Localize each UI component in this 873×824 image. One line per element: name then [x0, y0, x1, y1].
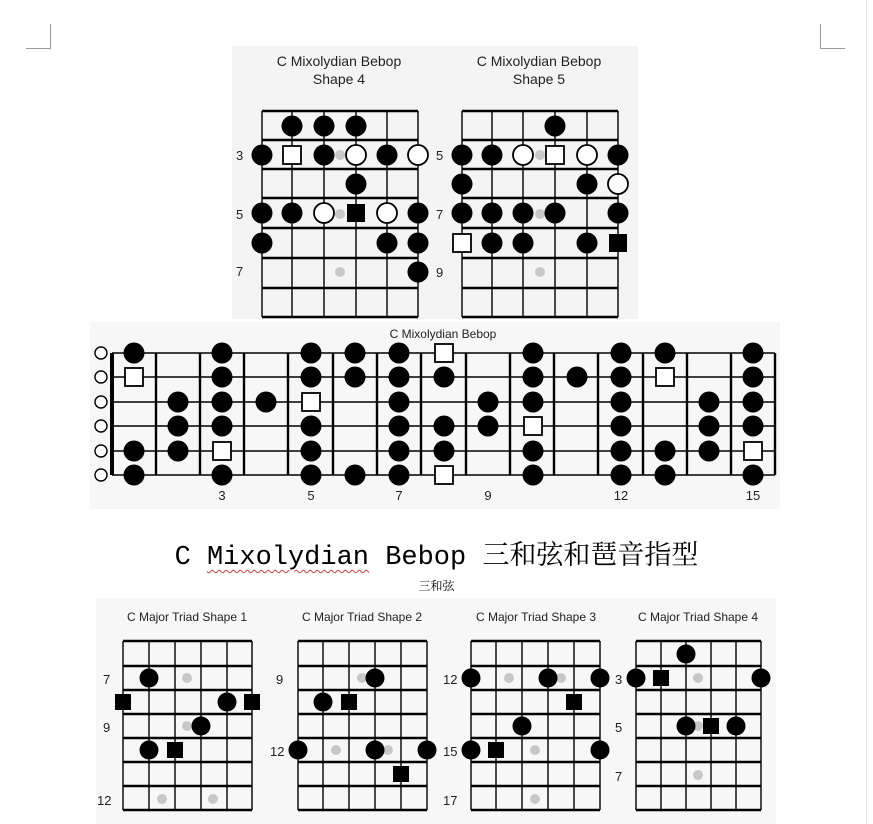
shape4-note-dot [408, 262, 429, 283]
triad1-note-dot [218, 693, 237, 712]
triad1-fret-marker [182, 673, 192, 683]
neck-note-dot [124, 343, 145, 364]
shape5-note-dot [577, 233, 598, 254]
shape5-note-open-circle [608, 174, 628, 194]
full-neck-title: C Mixolydian Bebop [389, 327, 497, 341]
neck-note-dot [655, 441, 676, 462]
triad1-root-square-filled [167, 742, 183, 758]
neck-open-string-marker [95, 371, 107, 383]
neck-note-dot [699, 441, 720, 462]
triad4-root-square-filled [653, 670, 669, 686]
shape5-note-dot [545, 203, 566, 224]
shape5-root-square-filled [609, 234, 627, 252]
neck-root-square-open [435, 344, 453, 362]
shape4-note-dot [346, 116, 367, 137]
shape5-fret-label-9: 9 [436, 265, 444, 280]
triad4-note-dot [627, 669, 646, 688]
shape4-title-line2: Shape 4 [312, 71, 366, 87]
heading-spellcheck-word[interactable]: Mixolydian [206, 543, 369, 573]
triad4-note-dot [677, 645, 696, 664]
neck-note-dot [124, 465, 145, 486]
neck-note-dot [434, 416, 455, 437]
section-subheading: 三和弦 [418, 579, 455, 593]
neck-note-dot [743, 465, 764, 486]
neck-note-dot [168, 392, 189, 413]
neck-note-dot [168, 416, 189, 437]
shape5-note-open-circle [513, 145, 533, 165]
neck-note-dot [743, 367, 764, 388]
neck-note-dot [611, 441, 632, 462]
neck-note-dot [389, 343, 410, 364]
shape4-note-open-circle [346, 145, 366, 165]
neck-open-string-marker [95, 420, 107, 432]
neck-note-dot [256, 392, 277, 413]
triad3-note-dot [513, 717, 532, 736]
triad3-note-dot [591, 741, 610, 760]
shape5-note-dot [577, 174, 598, 195]
triad4-fret-label-5: 5 [615, 720, 623, 735]
triad2-fret-label-9: 9 [276, 672, 284, 687]
shape5-fret-label-7: 7 [436, 207, 444, 222]
neck-open-string-marker [95, 396, 107, 408]
neck-fret-label-5: 5 [307, 488, 315, 503]
neck-note-dot [699, 392, 720, 413]
triad4-fret-marker [693, 770, 703, 780]
shape4-title-line1: C Mixolydian Bebop [276, 53, 402, 69]
triad2-title: C Major Triad Shape 2 [301, 610, 423, 624]
neck-note-dot [523, 392, 544, 413]
neck-note-dot [389, 392, 410, 413]
triad1-title: C Major Triad Shape 1 [126, 610, 248, 624]
neck-note-dot [478, 416, 499, 437]
neck-note-dot [301, 441, 322, 462]
triad1-fret-marker [182, 721, 192, 731]
shape4-note-dot [282, 203, 303, 224]
neck-note-dot [611, 465, 632, 486]
triad1-note-dot [140, 669, 159, 688]
neck-fret-label-15: 15 [745, 488, 761, 503]
triad1-root-square-filled [244, 694, 260, 710]
shape5-fret-marker [535, 209, 545, 219]
shape5-note-dot [513, 233, 534, 254]
neck-note-dot [434, 367, 455, 388]
triad4-note-dot [727, 717, 746, 736]
neck-note-dot [699, 416, 720, 437]
neck-root-square-open [435, 466, 453, 484]
triad2-note-dot [289, 741, 308, 760]
triad3-fret-marker [530, 794, 540, 804]
triad4-root-square-filled [703, 718, 719, 734]
triad3-root-square-filled [566, 694, 582, 710]
triad2-note-dot [366, 669, 385, 688]
page-heading [0, 533, 873, 573]
neck-note-dot [389, 416, 410, 437]
neck-note-dot [345, 367, 366, 388]
shape4-note-dot [408, 203, 429, 224]
neck-note-dot [301, 465, 322, 486]
shape4-note-dot [314, 145, 335, 166]
neck-note-dot [168, 441, 189, 462]
neck-root-square-open [213, 442, 231, 460]
shape5-note-open-circle [577, 145, 597, 165]
shape5-note-dot [452, 145, 473, 166]
triad2-fret-marker [331, 745, 341, 755]
neck-note-dot [301, 367, 322, 388]
triad3-fret-label-12: 12 [443, 672, 458, 687]
neck-note-dot [124, 441, 145, 462]
triad4-fret-label-3: 3 [615, 672, 623, 687]
triad1-fret-label-12: 12 [97, 793, 112, 808]
triad3-fret-marker [530, 745, 540, 755]
shape5-note-dot [545, 116, 566, 137]
triad2-root-square-filled [341, 694, 357, 710]
shape5-note-dot [513, 203, 534, 224]
shape5-title-line2: Shape 5 [512, 71, 566, 87]
shape5-fret-label-5: 5 [436, 148, 444, 163]
shape4-note-dot [252, 233, 273, 254]
triad1-fret-marker [208, 794, 218, 804]
neck-root-square-open [524, 417, 542, 435]
triad4-note-dot [752, 669, 771, 688]
shape4-note-dot [314, 116, 335, 137]
triad3-fret-label-17: 17 [443, 793, 458, 808]
triad1-note-dot [140, 741, 159, 760]
triad1-fret-label-7: 7 [103, 672, 111, 687]
shape5-fret-marker [535, 267, 545, 277]
triad1-note-dot [192, 717, 211, 736]
shape5-note-dot [452, 174, 473, 195]
neck-root-square-open [125, 368, 143, 386]
neck-note-dot [611, 343, 632, 364]
neck-note-dot [523, 465, 544, 486]
shape4-note-open-circle [408, 145, 428, 165]
neck-root-square-open [302, 393, 320, 411]
shape4-note-dot [252, 203, 273, 224]
neck-fret-label-9: 9 [484, 488, 492, 503]
neck-note-dot [212, 392, 233, 413]
shape4-fret-marker [335, 150, 345, 160]
neck-note-dot [743, 392, 764, 413]
shape5-note-dot [452, 203, 473, 224]
neck-note-dot [523, 441, 544, 462]
shape5-title-line1: C Mixolydian Bebop [476, 53, 602, 69]
shape5-note-dot [482, 233, 503, 254]
neck-note-dot [611, 416, 632, 437]
triad2-note-dot [418, 741, 437, 760]
triad3-note-dot [462, 741, 481, 760]
neck-root-square-open [656, 368, 674, 386]
neck-fret-label-3: 3 [218, 488, 226, 503]
neck-note-dot [389, 367, 410, 388]
triad3-note-dot [591, 669, 610, 688]
neck-open-string-marker [95, 445, 107, 457]
shape5-note-dot [608, 145, 629, 166]
shape4-note-dot [377, 233, 398, 254]
triad1-fret-label-9: 9 [103, 720, 111, 735]
shape4-note-dot [252, 145, 273, 166]
neck-note-dot [301, 416, 322, 437]
neck-note-dot [345, 343, 366, 364]
neck-note-dot [655, 465, 676, 486]
triad2-fret-label-12: 12 [270, 744, 285, 759]
triad3-note-dot [462, 669, 481, 688]
neck-note-dot [434, 441, 455, 462]
triad3-root-square-filled [488, 742, 504, 758]
triad3-fret-marker [504, 673, 514, 683]
triad4-fret-label-7: 7 [615, 769, 623, 784]
neck-note-dot [212, 343, 233, 364]
heading-suffix: Bebop 三和弦和琶音指型 [369, 543, 699, 573]
shape4-root-square-open [283, 146, 301, 164]
image-background-triads [96, 598, 776, 824]
shape4-note-open-circle [314, 203, 334, 223]
neck-open-string-marker [95, 347, 107, 359]
neck-note-dot [389, 441, 410, 462]
shape4-fret-label-7: 7 [236, 264, 244, 279]
heading-prefix: C [174, 543, 207, 573]
neck-note-dot [611, 367, 632, 388]
neck-open-string-marker [95, 469, 107, 481]
neck-note-dot [301, 343, 322, 364]
neck-note-dot [212, 367, 233, 388]
neck-fret-label-7: 7 [395, 488, 403, 503]
triad4-fret-marker [693, 673, 703, 683]
neck-note-dot [523, 343, 544, 364]
triad4-note-dot [677, 717, 696, 736]
neck-fret-label-12: 12 [613, 488, 629, 503]
neck-note-dot [523, 367, 544, 388]
neck-note-dot [655, 343, 676, 364]
neck-note-dot [567, 367, 588, 388]
shape4-fret-label-3: 3 [236, 148, 244, 163]
shape5-fret-marker [535, 150, 545, 160]
neck-note-dot [212, 465, 233, 486]
shape4-fret-marker [335, 209, 345, 219]
triad2-root-square-filled [393, 766, 409, 782]
triad3-note-dot [539, 669, 558, 688]
neck-note-dot [478, 392, 499, 413]
shape5-note-dot [482, 203, 503, 224]
neck-root-square-open [744, 442, 762, 460]
neck-note-dot [611, 392, 632, 413]
triad3-title: C Major Triad Shape 3 [475, 610, 597, 624]
triad3-fret-label-15: 15 [443, 744, 458, 759]
shape5-note-dot [482, 145, 503, 166]
shape4-note-open-circle [377, 203, 397, 223]
shape4-note-dot [408, 233, 429, 254]
triad2-note-dot [366, 741, 385, 760]
triad4-title: C Major Triad Shape 4 [637, 610, 759, 624]
shape4-note-dot [377, 145, 398, 166]
shape4-note-dot [346, 174, 367, 195]
shape5-root-square-open [453, 234, 471, 252]
neck-note-dot [212, 416, 233, 437]
triad1-fret-marker [157, 794, 167, 804]
shape5-note-dot [608, 203, 629, 224]
neck-note-dot [743, 416, 764, 437]
neck-note-dot [743, 343, 764, 364]
neck-note-dot [345, 465, 366, 486]
triad1-root-square-filled [115, 694, 131, 710]
triad2-note-dot [314, 693, 333, 712]
neck-note-dot [389, 465, 410, 486]
shape4-note-dot [282, 116, 303, 137]
shape5-root-square-open [546, 146, 564, 164]
shape4-root-square-filled [347, 204, 365, 222]
shape4-fret-marker [335, 267, 345, 277]
shape4-fret-label-5: 5 [236, 207, 244, 222]
